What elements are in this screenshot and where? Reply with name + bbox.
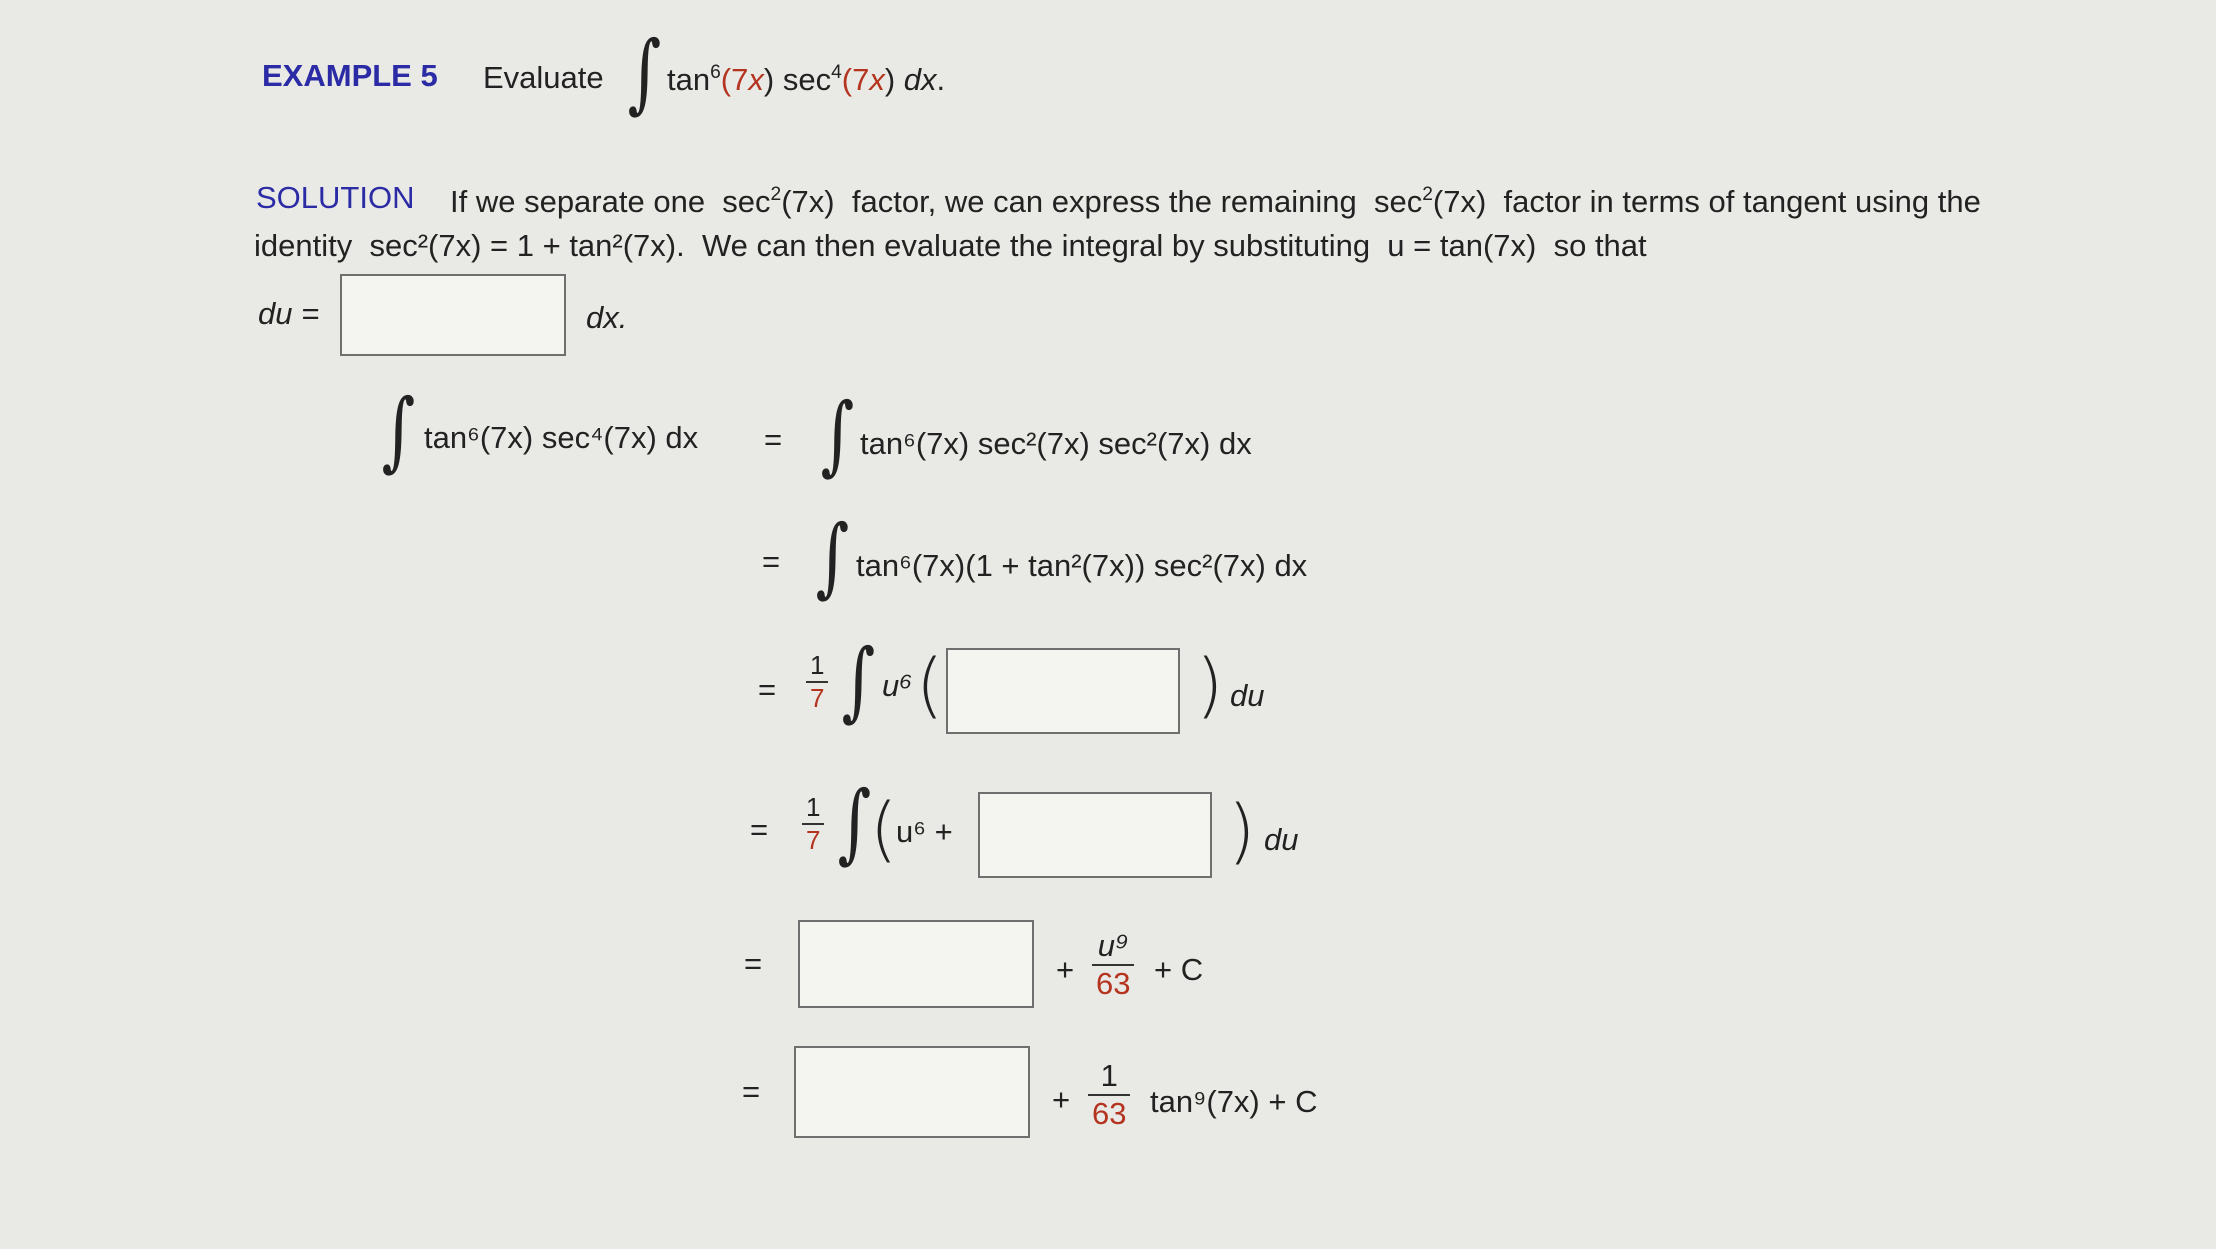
equals-sign: = xyxy=(742,1074,761,1109)
integral-sign: ∫ xyxy=(820,385,855,485)
step4-answer-box[interactable] xyxy=(978,792,1212,878)
integral-sign: ∫ xyxy=(627,23,662,123)
evaluate-label: Evaluate xyxy=(483,60,604,95)
equals-sign: = xyxy=(762,544,781,579)
fraction-one-seventh: $\frac{1}{7}$ xyxy=(806,650,828,714)
integral-sign: ∫ xyxy=(837,773,872,873)
fraction-one-seventh: $\frac{1}{7}$ xyxy=(802,792,824,856)
step4-du: du xyxy=(1264,822,1299,857)
step5-constant: + C xyxy=(1154,952,1204,987)
equals-sign: = xyxy=(744,946,763,981)
step3-du: du xyxy=(1230,678,1265,713)
step3-u6: u⁶ xyxy=(882,668,913,703)
du-label: du = xyxy=(258,296,320,331)
solution-line1: If we separate one $\sec^2(7x)$ factor, we can express the remaining $\sec^2(7x)$ factor in terms of tangent using the xyxy=(450,183,1981,219)
integral-sign: ∫ xyxy=(841,631,876,731)
equals-sign: = xyxy=(764,422,783,457)
step2-integrand: tan⁶(7x)(1 + tan²(7x)) sec²(7x) dx xyxy=(856,548,1308,583)
integral-sign: ∫ xyxy=(381,381,416,481)
solution-line2: identity sec²(7x) = 1 + tan²(7x). We can then evaluate the integral by substituting u = tan(7x) so that xyxy=(254,228,1647,263)
example-heading: EXAMPLE 5 xyxy=(262,58,438,93)
step3-answer-box[interactable] xyxy=(946,648,1180,734)
step1-integrand: tan⁶(7x) sec²(7x) sec²(7x) dx xyxy=(860,426,1252,461)
close-paren: ) xyxy=(1196,644,1224,726)
step6-tail: tan⁹(7x) + C xyxy=(1150,1084,1318,1119)
close-paren: ) xyxy=(1228,790,1256,872)
lhs-integrand: tan⁶(7x) sec⁴(7x) dx xyxy=(424,420,699,455)
du-answer-box[interactable] xyxy=(340,274,566,356)
step5-plus: + xyxy=(1056,952,1075,987)
equals-sign: = xyxy=(750,812,769,847)
step6-plus: + xyxy=(1052,1082,1071,1117)
fraction-one-over-63: $\frac{1}{63}$ xyxy=(1088,1058,1130,1132)
step4-u6-plus: u⁶ + xyxy=(896,814,953,849)
open-paren: ( xyxy=(870,788,898,870)
equals-sign: = xyxy=(758,672,777,707)
step5-answer-box[interactable] xyxy=(798,920,1034,1008)
integral-sign: ∫ xyxy=(815,507,850,607)
step6-answer-box[interactable] xyxy=(794,1046,1030,1138)
example-integrand: $\tan^6(7x)$ $\sec^4(7x)$ dx. xyxy=(667,61,946,97)
solution-label: SOLUTION xyxy=(256,180,415,215)
dx-label: dx. xyxy=(586,300,628,335)
open-paren: ( xyxy=(916,644,944,726)
fraction-u9-over-63: $\frac{\text{u⁹}}{63}$ xyxy=(1092,928,1134,1002)
